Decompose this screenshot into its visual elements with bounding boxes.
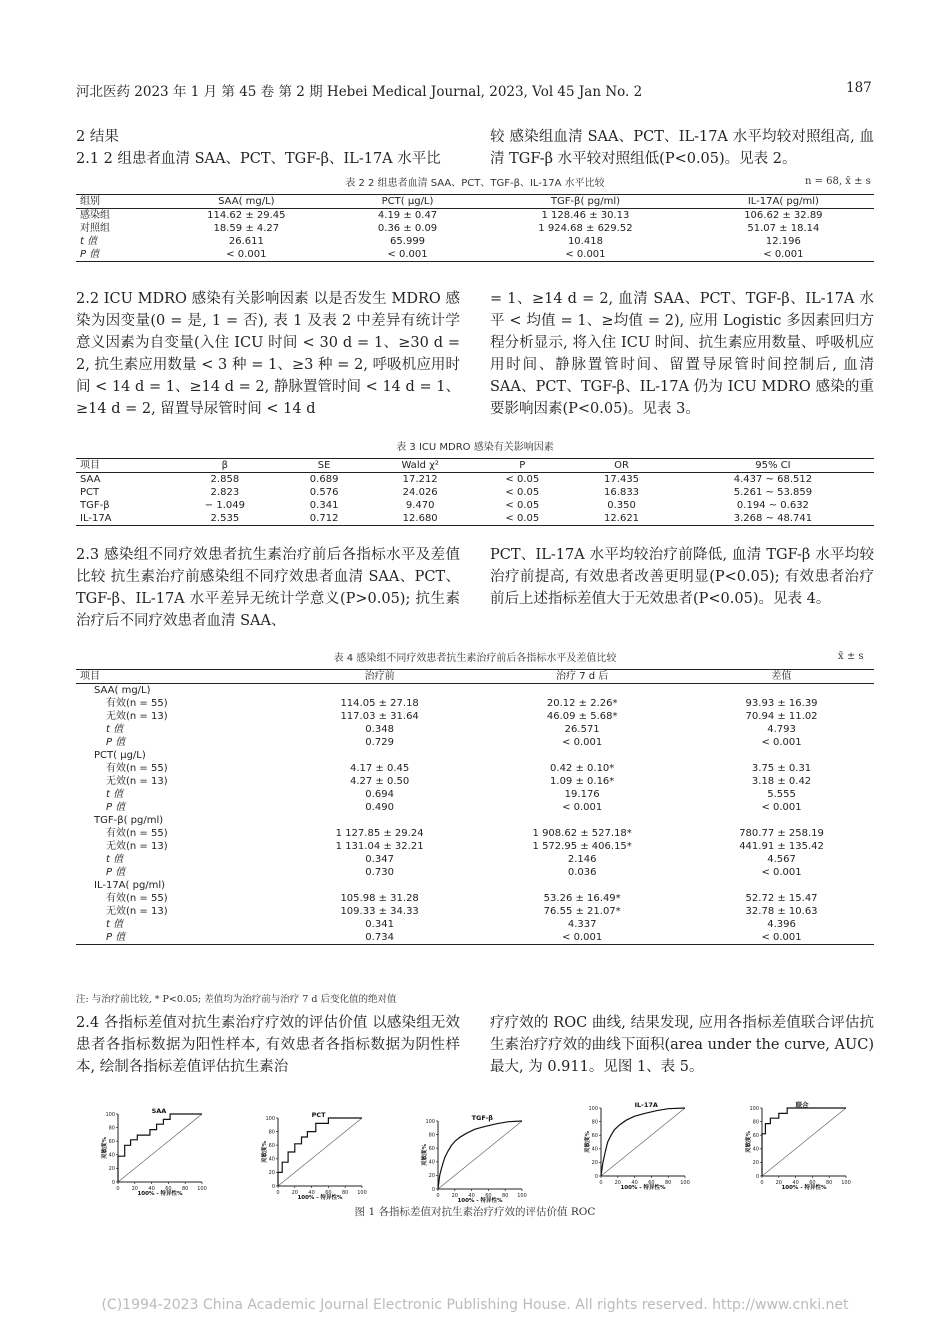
table-cell: 0.730 bbox=[365, 867, 394, 878]
table-row bbox=[76, 473, 874, 487]
table-cell: 0.689 bbox=[309, 474, 339, 485]
table-header-cell: 组别 bbox=[76, 195, 156, 209]
x-tick-label: 40 bbox=[308, 1190, 315, 1196]
table-cell bbox=[284, 684, 475, 698]
table-cell bbox=[475, 814, 689, 827]
x-tick-label: 60 bbox=[648, 1180, 655, 1186]
chart-title: 联合 bbox=[795, 1101, 809, 1109]
table-cell: 0.712 bbox=[281, 512, 367, 526]
table-cell: 2.146 bbox=[567, 854, 597, 865]
table-cell: < 0.001 bbox=[761, 737, 802, 748]
y-tick-label: 60 bbox=[752, 1133, 759, 1139]
table-cell: 20.12 ± 2.26* bbox=[546, 698, 618, 709]
x-tick-label: 20 bbox=[291, 1190, 298, 1196]
table-cell: t 值 bbox=[106, 724, 124, 735]
y-tick-label: 80 bbox=[108, 1125, 115, 1132]
table-cell: 12.621 bbox=[571, 512, 672, 526]
table-header-cell: TGF-β( pg/ml) bbox=[478, 195, 693, 209]
para-2-3-left bbox=[76, 544, 460, 632]
x-tick-label: 40 bbox=[148, 1186, 155, 1192]
table-cell: 52.72 ± 15.47 bbox=[745, 893, 818, 904]
table-cell: 105.98 ± 31.28 bbox=[340, 893, 419, 904]
x-tick-label: 60 bbox=[809, 1180, 816, 1186]
table-header-cell: Wald χ² bbox=[367, 459, 473, 473]
y-tick-label: 100 bbox=[265, 1115, 275, 1122]
table-cell: < 0.05 bbox=[505, 487, 540, 498]
table-cell: 对照组 bbox=[80, 223, 110, 234]
table-group-label: SAA( mg/L) bbox=[94, 685, 151, 696]
table-cell: 76.55 ± 21.07* bbox=[543, 906, 621, 917]
table-cell: SAA bbox=[80, 474, 101, 485]
x-tick-label: 60 bbox=[485, 1193, 492, 1199]
y-tick-label: 80 bbox=[752, 1119, 759, 1126]
table-cell: 0.734 bbox=[284, 931, 475, 945]
table-cell: TGF-β bbox=[80, 500, 110, 511]
reference-line bbox=[601, 1108, 685, 1176]
para-2-2-left bbox=[76, 288, 460, 420]
table-cell: < 0.001 bbox=[562, 802, 603, 813]
table-cell: 53.26 ± 16.49* bbox=[543, 893, 621, 904]
y-tick-label: 40 bbox=[428, 1159, 435, 1166]
table-cell: IL-17A bbox=[76, 512, 169, 526]
y-tick-label: 40 bbox=[752, 1146, 759, 1153]
x-tick-label: 20 bbox=[451, 1193, 458, 1199]
table-cell: < 0.001 bbox=[337, 248, 478, 262]
table-row bbox=[76, 486, 874, 499]
table-cell: 0.348 bbox=[365, 724, 394, 735]
x-tick-label: 80 bbox=[665, 1180, 672, 1186]
table-cell: 114.05 ± 27.18 bbox=[340, 698, 419, 709]
table-row bbox=[76, 905, 874, 918]
table-cell: 3.268 ~ 48.741 bbox=[672, 512, 874, 526]
table-row bbox=[76, 801, 874, 814]
para-2-4-right-text: 疗疗效的 ROC 曲线, 结果发现, 应用各指标差值联合评估抗生素治疗疗效的曲线下面积(area under the curve, AUC) 最大, 为 0.911。见图 1、表 5。 bbox=[490, 1015, 874, 1075]
para-2-4-right bbox=[490, 1012, 874, 1078]
table-cell: 32.78 ± 10.63 bbox=[745, 906, 818, 917]
table-cell: P 值 bbox=[76, 248, 156, 262]
table-row bbox=[76, 697, 874, 710]
table-cell: 2.535 bbox=[169, 512, 282, 526]
chart-title: IL-17A bbox=[634, 1101, 658, 1109]
table-cell: < 0.05 bbox=[505, 500, 540, 511]
table-cell: 0.576 bbox=[309, 487, 339, 498]
y-axis-label: 灵敏度% bbox=[422, 1143, 428, 1167]
table-row bbox=[76, 866, 874, 879]
table-cell: < 0.001 bbox=[562, 737, 603, 748]
y-tick-label: 100 bbox=[749, 1105, 759, 1112]
table-group-label: IL-17A( pg/ml) bbox=[94, 880, 166, 891]
table-cell: < 0.001 bbox=[761, 802, 802, 813]
roc-chart-2 bbox=[260, 1110, 372, 1200]
section-results bbox=[76, 126, 460, 170]
page-number: 187 bbox=[846, 80, 872, 96]
y-axis-label: 灵敏度% bbox=[585, 1130, 591, 1154]
table-header-cell: P bbox=[473, 459, 571, 473]
table-cell: 无效(n = 13) bbox=[106, 711, 168, 722]
y-tick-label: 20 bbox=[108, 1166, 115, 1173]
table-cell: 4.437 ~ 68.512 bbox=[733, 474, 813, 485]
table-cell: 4.19 ± 0.47 bbox=[377, 210, 438, 221]
table-cell: < 0.05 bbox=[505, 474, 540, 485]
y-axis-label: 灵敏度% bbox=[262, 1140, 268, 1164]
table-row bbox=[76, 840, 874, 853]
table-cell: 4.793 bbox=[767, 724, 796, 735]
table2 bbox=[76, 194, 874, 262]
table-group-row bbox=[76, 814, 874, 827]
table-cell: t 值 bbox=[80, 236, 98, 247]
x-axis-label: 100% - 特异性% bbox=[620, 1185, 666, 1190]
table-cell: 106.62 ± 32.89 bbox=[744, 210, 823, 221]
para-2-2-right-text: = 1、≥14 d = 2, 血清 SAA、PCT、TGF-β、IL-17A 水平 < 均值 = 1、≥均值 = 2), 应用 Logistic 多因素回归方程分析显示, 将入住 ICU 时间、抗生素应用数量、呼吸机应用时间、静脉置管时间、留置导尿管时间控制后, 血清 SAA、PCT、TGF-β、IL-17A 仍为 ICU MDRO 感染的重要影响因素(P<0.05)。见表 3。 bbox=[490, 291, 874, 417]
x-tick-label: 0 bbox=[276, 1190, 280, 1196]
table-cell: 1 572.95 ± 406.15* bbox=[532, 841, 632, 852]
y-tick-label: 20 bbox=[428, 1173, 435, 1180]
figure1-caption: 图 1 各指标差值对抗生素治疗疗效的评估价值 ROC bbox=[354, 1206, 596, 1218]
table-header-cell: SAA( mg/L) bbox=[156, 195, 337, 209]
reference-line bbox=[438, 1121, 522, 1189]
table3 bbox=[76, 458, 874, 526]
table-cell: 4.337 bbox=[567, 919, 597, 930]
x-tick-label: 100 bbox=[197, 1186, 207, 1192]
y-tick-label: 20 bbox=[591, 1160, 598, 1167]
table-cell bbox=[475, 684, 689, 698]
table-cell: 4.396 bbox=[767, 919, 796, 930]
y-tick-label: 0 bbox=[594, 1173, 598, 1180]
table-cell bbox=[689, 749, 874, 762]
table-cell: P 值 bbox=[76, 931, 284, 945]
table-header-cell: IL-17A( pg/ml) bbox=[693, 195, 874, 209]
table-cell: 1 924.68 ± 629.52 bbox=[538, 223, 633, 234]
table-row bbox=[76, 788, 874, 801]
table-cell: 1.09 ± 0.16* bbox=[550, 776, 615, 787]
y-tick-label: 20 bbox=[752, 1160, 759, 1167]
table-cell: 有效(n = 55) bbox=[106, 763, 168, 774]
y-tick-label: 60 bbox=[428, 1146, 435, 1152]
table-row bbox=[76, 736, 874, 749]
table-cell: 1 131.04 ± 32.21 bbox=[335, 841, 424, 852]
table-cell: 0.347 bbox=[365, 854, 394, 865]
table-cell: 109.33 ± 34.33 bbox=[340, 906, 419, 917]
table-group-row bbox=[76, 879, 874, 892]
x-axis-label: 100% - 特异性% bbox=[137, 1191, 183, 1196]
table-cell: 0.350 bbox=[607, 500, 636, 511]
table-cell: 70.94 ± 11.02 bbox=[745, 711, 818, 722]
table-cell: 4.27 ± 0.50 bbox=[349, 776, 410, 787]
y-axis-label: 灵敏度% bbox=[746, 1130, 752, 1154]
table-cell: 无效(n = 13) bbox=[106, 841, 168, 852]
roc-chart-5 bbox=[744, 1100, 856, 1190]
table-row bbox=[76, 762, 874, 775]
table4-note: 注: 与治疗前比较, * P<0.05; 差值均为治疗前与治疗 7 d 后变化值的绝对值 bbox=[76, 994, 397, 1005]
table-cell: 4.17 ± 0.45 bbox=[349, 763, 410, 774]
x-tick-label: 60 bbox=[165, 1186, 172, 1192]
table-cell: P 值 bbox=[106, 802, 126, 813]
roc-chart-4 bbox=[583, 1100, 695, 1190]
table-header-cell: 差值 bbox=[689, 670, 874, 684]
x-tick-label: 80 bbox=[182, 1186, 189, 1192]
x-tick-label: 40 bbox=[468, 1193, 475, 1199]
table-cell: < 0.001 bbox=[475, 931, 689, 945]
x-tick-label: 40 bbox=[792, 1180, 799, 1186]
table-cell: 24.026 bbox=[402, 487, 438, 498]
table-cell: 10.418 bbox=[567, 236, 603, 247]
table-cell: 4.567 bbox=[767, 854, 796, 865]
y-tick-label: 60 bbox=[591, 1133, 598, 1139]
table-cell: − 1.049 bbox=[204, 500, 245, 511]
table-cell: 26.611 bbox=[228, 236, 264, 247]
table-row bbox=[76, 827, 874, 840]
para-2-3-left-text: 2.3 感染组不同疗效患者抗生素治疗前后各指标水平及差值比较 抗生素治疗前感染组不同疗效患者血清 SAA、PCT、TGF-β、IL-17A 水平差异无统计学意义(P>0.05); 抗生素治疗后不同疗效患者血清 SAA、 bbox=[76, 547, 460, 629]
table-cell: < 0.001 bbox=[761, 867, 802, 878]
table-cell: 0.42 ± 0.10* bbox=[550, 763, 615, 774]
table-cell: 无效(n = 13) bbox=[106, 906, 168, 917]
x-axis-label: 100% - 特异性% bbox=[781, 1185, 827, 1190]
table-cell bbox=[284, 749, 475, 762]
table-cell: 2.823 bbox=[210, 487, 240, 498]
table-cell: < 0.001 bbox=[156, 248, 337, 262]
x-tick-label: 40 bbox=[631, 1180, 638, 1186]
table-header-cell: OR bbox=[571, 459, 672, 473]
table-cell: 17.435 bbox=[604, 474, 640, 485]
para-2-2-right bbox=[490, 288, 874, 420]
y-tick-label: 60 bbox=[268, 1143, 275, 1149]
x-tick-label: 60 bbox=[325, 1190, 332, 1196]
para-2-3-right bbox=[490, 544, 874, 610]
table4-caption: 表 4 感染组不同疗效患者抗生素治疗前后各指标水平及差值比较 bbox=[333, 653, 617, 664]
table-cell: P 值 bbox=[106, 737, 126, 748]
table-cell: PCT bbox=[80, 487, 100, 498]
table-cell: 12.196 bbox=[765, 236, 801, 247]
table-row bbox=[76, 248, 874, 262]
table-cell: 有效(n = 55) bbox=[106, 698, 168, 709]
table2-unit: n = 68, x̄ ± s bbox=[805, 176, 871, 187]
table-cell: 1 908.62 ± 527.18* bbox=[532, 828, 632, 839]
table-cell bbox=[475, 749, 689, 762]
y-tick-label: 0 bbox=[111, 1179, 115, 1186]
x-tick-label: 100 bbox=[680, 1180, 690, 1186]
table-cell: 感染组 bbox=[80, 210, 110, 221]
y-tick-label: 100 bbox=[588, 1105, 598, 1112]
x-tick-label: 100 bbox=[357, 1190, 367, 1196]
table-cell: 12.680 bbox=[367, 512, 473, 526]
section-title: 2 结果 bbox=[76, 129, 119, 145]
table-cell bbox=[689, 684, 874, 698]
table-row bbox=[76, 512, 874, 526]
table-cell bbox=[689, 814, 874, 827]
table-row bbox=[76, 235, 874, 248]
table2-caption: 表 2 2 组患者血清 SAA、PCT、TGF-β、IL-17A 水平比较 bbox=[345, 178, 605, 189]
table-header-cell: 治疗前 bbox=[284, 670, 475, 684]
table-cell: 0.490 bbox=[365, 802, 394, 813]
table-group-label: TGF-β( pg/ml) bbox=[94, 815, 164, 826]
table-group-row bbox=[76, 684, 874, 698]
chart-title: SAA bbox=[151, 1107, 167, 1115]
table-cell bbox=[475, 879, 689, 892]
table-header-cell: 95% CI bbox=[672, 459, 874, 473]
table-row bbox=[76, 892, 874, 905]
x-tick-label: 100 bbox=[517, 1193, 527, 1199]
y-tick-label: 40 bbox=[591, 1146, 598, 1153]
table-cell: 65.999 bbox=[390, 236, 426, 247]
table-cell: 5.261 ~ 53.859 bbox=[733, 487, 813, 498]
table-cell: P 值 bbox=[106, 867, 126, 878]
table-cell bbox=[689, 879, 874, 892]
x-tick-label: 20 bbox=[775, 1180, 782, 1186]
table-cell bbox=[284, 814, 475, 827]
table-cell: 16.833 bbox=[604, 487, 640, 498]
running-header: 河北医药 2023 年 1 月 第 45 卷 第 2 期 Hebei Medical Journal, 2023, Vol 45 Jan No. 2 bbox=[76, 84, 643, 100]
table-cell: 441.91 ± 135.42 bbox=[739, 841, 824, 852]
table-row bbox=[76, 209, 874, 223]
table-row bbox=[76, 918, 874, 931]
table-cell: < 0.001 bbox=[693, 248, 874, 262]
x-tick-label: 20 bbox=[131, 1186, 138, 1192]
table-row bbox=[76, 499, 874, 512]
x-tick-label: 0 bbox=[599, 1180, 603, 1186]
table-cell: 780.77 ± 258.19 bbox=[739, 828, 824, 839]
para-2-3-right-text: PCT、IL-17A 水平均较治疗前降低, 血清 TGF-β 水平均较治疗前提高, 有效患者改善更明显(P<0.05); 有效患者治疗前后上述指标差值大于无效患者(P<0.05)。见表 4。 bbox=[490, 547, 874, 607]
table-cell: t 值 bbox=[106, 789, 124, 800]
y-tick-label: 20 bbox=[268, 1170, 275, 1177]
y-tick-label: 100 bbox=[425, 1118, 435, 1125]
y-tick-label: 0 bbox=[431, 1186, 435, 1193]
table-header-cell: 治疗 7 d 后 bbox=[475, 670, 689, 684]
table-cell: 0.036 bbox=[567, 867, 597, 878]
table4-unit: x̄ ± s bbox=[838, 651, 864, 662]
table-cell: t 值 bbox=[106, 854, 124, 865]
table-cell: 1 128.46 ± 30.13 bbox=[541, 210, 630, 221]
table-cell: < 0.001 bbox=[689, 931, 874, 945]
table-group-label: PCT( μg/L) bbox=[94, 750, 146, 761]
x-tick-label: 0 bbox=[436, 1193, 440, 1199]
table-row bbox=[76, 222, 874, 235]
y-tick-label: 40 bbox=[268, 1156, 275, 1163]
y-tick-label: 80 bbox=[268, 1129, 275, 1136]
table-cell: 19.176 bbox=[564, 789, 600, 800]
para-2-4-left-text: 2.4 各指标差值对抗生素治疗疗效的评估价值 以感染组无效患者各指标数据为阳性样本, 有效患者各指标数据为阴性样本, 绘制各指标差值评估抗生素治 bbox=[76, 1015, 460, 1075]
para-2-2-left-text: 2.2 ICU MDRO 感染有关影响因素 以是否发生 MDRO 感染为因变量(0 = 是, 1 = 否), 表 1 及表 2 中差异有统计学意义因素为自变量(入住 ICU 时间 < 30 d = 1、≥30 d = 2, 抗生素应用数量 < 3 种 = 1、≥3 种 = 2, 呼吸机应用时间 < 14 d = 1、≥14 d = 2, 静脉置管时间 < 14 d = 1、≥14 d = 2, 留置导尿管时间 < 14 d bbox=[76, 291, 460, 417]
table-cell: 0.194 ~ 0.632 bbox=[736, 500, 809, 511]
x-tick-label: 20 bbox=[614, 1180, 621, 1186]
table-row bbox=[76, 931, 874, 945]
copyright-footer: (C)1994-2023 China Academic Journal Electronic Publishing House. All rights reserved. http://www.cnki.net bbox=[101, 1297, 849, 1313]
table-cell: 114.62 ± 29.45 bbox=[207, 210, 286, 221]
y-tick-label: 80 bbox=[428, 1132, 435, 1139]
table3-caption: 表 3 ICU MDRO 感染有关影响因素 bbox=[396, 442, 554, 453]
chart-title: TGF-β bbox=[471, 1114, 493, 1122]
table-header-cell: 项目 bbox=[76, 670, 284, 684]
y-tick-label: 0 bbox=[271, 1183, 275, 1190]
y-tick-label: 0 bbox=[755, 1173, 759, 1180]
table-header-cell: 项目 bbox=[76, 459, 169, 473]
table-cell: 46.09 ± 5.68* bbox=[546, 711, 618, 722]
x-tick-label: 0 bbox=[116, 1186, 120, 1192]
table-cell: 无效(n = 13) bbox=[106, 776, 168, 787]
table-cell: 9.470 bbox=[405, 500, 435, 511]
x-axis-label: 100% - 特异性% bbox=[457, 1198, 503, 1203]
table-cell: 2.858 bbox=[210, 474, 240, 485]
table-cell: 18.59 ± 4.27 bbox=[213, 223, 280, 234]
y-tick-label: 60 bbox=[108, 1139, 115, 1145]
table-cell: 0.341 bbox=[365, 919, 394, 930]
x-axis-label: 100% - 特异性% bbox=[297, 1195, 343, 1200]
chart-title: PCT bbox=[311, 1111, 326, 1119]
table-header-cell: PCT( μg/L) bbox=[337, 195, 478, 209]
para-2-4-left bbox=[76, 1012, 460, 1078]
table-row bbox=[76, 775, 874, 788]
para-2-1-left: 2.1 2 组患者血清 SAA、PCT、TGF-β、IL-17A 水平比 bbox=[76, 151, 441, 167]
table-cell: < 0.05 bbox=[473, 512, 571, 526]
table-cell: < 0.001 bbox=[478, 248, 693, 262]
table-cell: 0.341 bbox=[309, 500, 339, 511]
x-tick-label: 80 bbox=[826, 1180, 833, 1186]
table-cell: 3.18 ± 0.42 bbox=[751, 776, 812, 787]
para-2-1-right bbox=[490, 126, 874, 170]
table-cell: 有效(n = 55) bbox=[106, 828, 168, 839]
table-row bbox=[76, 853, 874, 866]
table-cell: 17.212 bbox=[402, 474, 438, 485]
table4 bbox=[76, 669, 874, 945]
table-cell: 26.571 bbox=[564, 724, 600, 735]
y-tick-label: 100 bbox=[105, 1111, 115, 1118]
table-header-cell: SE bbox=[281, 459, 367, 473]
table-cell: 51.07 ± 18.14 bbox=[747, 223, 820, 234]
table-cell: 1 127.85 ± 29.24 bbox=[335, 828, 424, 839]
table-cell: 117.03 ± 31.64 bbox=[340, 711, 419, 722]
table-group-row bbox=[76, 749, 874, 762]
x-tick-label: 80 bbox=[502, 1193, 509, 1199]
table-cell: 0.694 bbox=[365, 789, 394, 800]
y-tick-label: 80 bbox=[591, 1119, 598, 1126]
table-cell: 0.36 ± 0.09 bbox=[377, 223, 438, 234]
table-cell: 0.729 bbox=[365, 737, 394, 748]
x-tick-label: 100 bbox=[841, 1180, 851, 1186]
y-axis-label: 灵敏度% bbox=[102, 1136, 108, 1160]
table-cell: 3.75 ± 0.31 bbox=[751, 763, 812, 774]
x-tick-label: 0 bbox=[760, 1180, 764, 1186]
table-cell: 有效(n = 55) bbox=[106, 893, 168, 904]
table-header-cell: β bbox=[169, 459, 282, 473]
roc-chart-1 bbox=[100, 1106, 212, 1196]
table-cell: 93.93 ± 16.39 bbox=[745, 698, 818, 709]
table-cell bbox=[284, 879, 475, 892]
y-tick-label: 40 bbox=[108, 1152, 115, 1159]
para-2-1-right-text: 较 感染组血清 SAA、PCT、IL-17A 水平均较对照组高, 血清 TGF-β 水平较对照组低(P<0.05)。见表 2。 bbox=[490, 129, 874, 167]
table-row bbox=[76, 710, 874, 723]
table-row bbox=[76, 723, 874, 736]
table-cell: 5.555 bbox=[767, 789, 796, 800]
x-tick-label: 80 bbox=[342, 1190, 349, 1196]
roc-chart-3 bbox=[420, 1113, 532, 1203]
table-cell: t 值 bbox=[106, 919, 124, 930]
